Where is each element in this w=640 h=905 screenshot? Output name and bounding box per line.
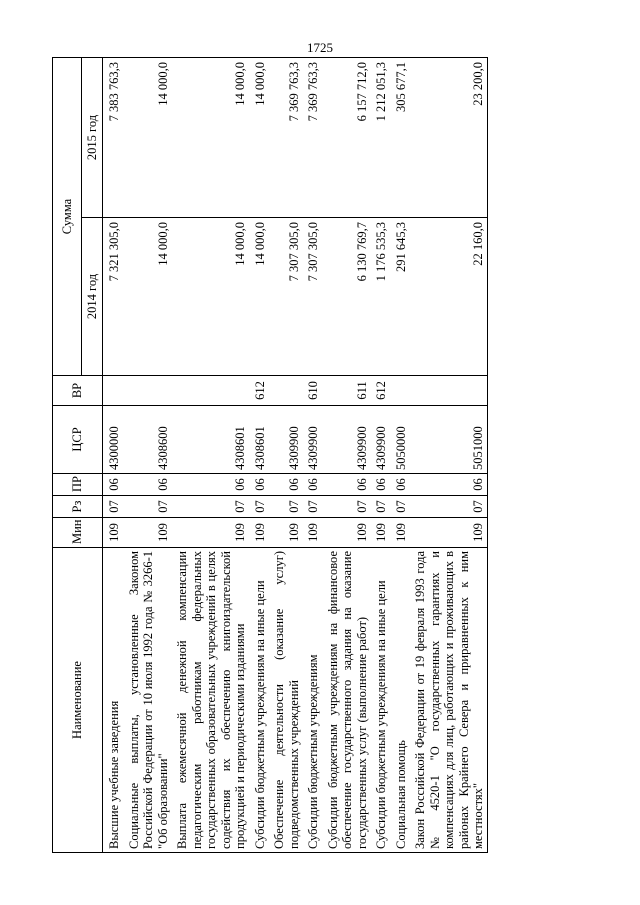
row-2015: 23 200,0 — [409, 58, 487, 218]
row-2015: 7 369 763,3 — [268, 58, 302, 218]
row-pr: 06 — [302, 474, 322, 496]
row-min: 109 — [268, 518, 302, 548]
row-csr: 4308600 — [123, 406, 172, 474]
row-2014: 14 000,0 — [171, 218, 249, 376]
row-2014: 7 307 305,0 — [302, 218, 322, 376]
row-vr — [103, 376, 123, 406]
table-row — [268, 58, 302, 853]
row-rz: 07 — [171, 496, 249, 518]
rotated-page-content — [52, 58, 587, 853]
row-rz: 07 — [370, 496, 390, 518]
row-2015: 7 369 763,3 — [302, 58, 322, 218]
row-2014: 7 307 305,0 — [268, 218, 302, 376]
table-body — [103, 58, 488, 853]
row-vr — [390, 376, 410, 406]
row-csr: 4309900 — [268, 406, 302, 474]
row-csr: 4308601 — [171, 406, 249, 474]
row-vr: 612 — [249, 376, 269, 406]
header-pr: ПР — [53, 474, 103, 496]
table-row — [249, 58, 269, 853]
row-vr: 611 — [322, 376, 371, 406]
row-min: 109 — [390, 518, 410, 548]
row-2015: 1 212 051,3 — [370, 58, 390, 218]
row-min: 109 — [171, 518, 249, 548]
row-csr: 4309900 — [302, 406, 322, 474]
row-pr: 06 — [370, 474, 390, 496]
header-csr: ЦСР — [53, 406, 103, 474]
row-min: 109 — [249, 518, 269, 548]
row-pr: 06 — [123, 474, 172, 496]
table-header — [53, 58, 103, 853]
row-2015: 6 157 712,0 — [322, 58, 371, 218]
row-min: 109 — [123, 518, 172, 548]
table-row — [302, 58, 322, 853]
row-pr: 06 — [390, 474, 410, 496]
header-rz: Рз — [53, 496, 103, 518]
row-pr: 06 — [268, 474, 302, 496]
row-pr: 06 — [103, 474, 123, 496]
table-row — [409, 58, 487, 853]
row-csr: 4308601 — [249, 406, 269, 474]
table-row — [103, 58, 123, 853]
row-rz: 07 — [322, 496, 371, 518]
row-min: 109 — [409, 518, 487, 548]
table-row — [370, 58, 390, 853]
row-name: Субсидии бюджетным учреждениям на иные цели — [370, 548, 390, 853]
row-2014: 7 321 305,0 — [103, 218, 123, 376]
row-min: 109 — [103, 518, 123, 548]
header-name: Наименование — [53, 548, 103, 853]
row-2014: 14 000,0 — [249, 218, 269, 376]
row-rz: 07 — [409, 496, 487, 518]
header-sum: Сумма — [53, 58, 82, 376]
row-2015: 14 000,0 — [249, 58, 269, 218]
row-name: Социальные выплаты, установленные Законом Российской Федерации от 10 июля 1992 года № 3266-1 "Об образовании" — [123, 548, 172, 853]
row-2015: 7 383 763,3 — [103, 58, 123, 218]
budget-table — [52, 57, 488, 853]
row-2014: 291 645,3 — [390, 218, 410, 376]
row-rz: 07 — [390, 496, 410, 518]
row-rz: 07 — [268, 496, 302, 518]
row-name: Закон Российской Федерации от 19 февраля 1993 года № 4520-1 "О государственных гарантиях и компенсациях для лиц, работающих и проживающих в районах Крайнего Севера и приравненных к ним местностях" — [409, 548, 487, 853]
row-2014: 1 176 535,3 — [370, 218, 390, 376]
row-vr — [171, 376, 249, 406]
row-2014: 22 160,0 — [409, 218, 487, 376]
row-2014: 6 130 769,7 — [322, 218, 371, 376]
row-csr: 4300000 — [103, 406, 123, 474]
row-pr: 06 — [409, 474, 487, 496]
row-name: Социальная помощь — [390, 548, 410, 853]
table-row — [322, 58, 371, 853]
row-csr: 5050000 — [390, 406, 410, 474]
row-min: 109 — [322, 518, 371, 548]
row-pr: 06 — [322, 474, 371, 496]
row-vr — [268, 376, 302, 406]
row-csr: 5051000 — [409, 406, 487, 474]
table-row — [123, 58, 172, 853]
row-name: Субсидии бюджетным учреждениям на иные цели — [249, 548, 269, 853]
header-min: Мин — [53, 518, 103, 548]
row-2015: 305 677,1 — [390, 58, 410, 218]
row-2015: 14 000,0 — [123, 58, 172, 218]
table-row — [390, 58, 410, 853]
table-row — [171, 58, 249, 853]
row-vr: 612 — [370, 376, 390, 406]
row-2015: 14 000,0 — [171, 58, 249, 218]
row-2014: 14 000,0 — [123, 218, 172, 376]
row-vr: 610 — [302, 376, 322, 406]
row-csr: 4309900 — [322, 406, 371, 474]
header-vr: ВР — [53, 376, 103, 406]
row-min: 109 — [370, 518, 390, 548]
row-name: Обеспечение деятельности (оказание услуг) подведомственных учреждений — [268, 548, 302, 853]
row-vr — [409, 376, 487, 406]
row-min: 109 — [302, 518, 322, 548]
row-rz: 07 — [103, 496, 123, 518]
row-name: Субсидии бюджетным учреждениям — [302, 548, 322, 853]
header-2015: 2015 год — [82, 58, 103, 218]
page-number: 1725 — [307, 40, 333, 55]
row-pr: 06 — [249, 474, 269, 496]
row-rz: 07 — [249, 496, 269, 518]
row-pr: 06 — [171, 474, 249, 496]
header-2014: 2014 год — [82, 218, 103, 376]
row-rz: 07 — [302, 496, 322, 518]
row-vr — [123, 376, 172, 406]
row-name: Высшие учебные заведения — [103, 548, 123, 853]
row-name: Субсидии бюджетным учреждениям на финансовое обеспечение государственного задания на оказание государственных услуг (выполнение работ) — [322, 548, 371, 853]
row-rz: 07 — [123, 496, 172, 518]
row-name: Выплата ежемесячной денежной компенсации педагогическим работникам федеральных государственных образовательных учреждений в целях содействия их обеспечению книгоиздательской продукцией и периодическими изданиями — [171, 548, 249, 853]
row-csr: 4309900 — [370, 406, 390, 474]
